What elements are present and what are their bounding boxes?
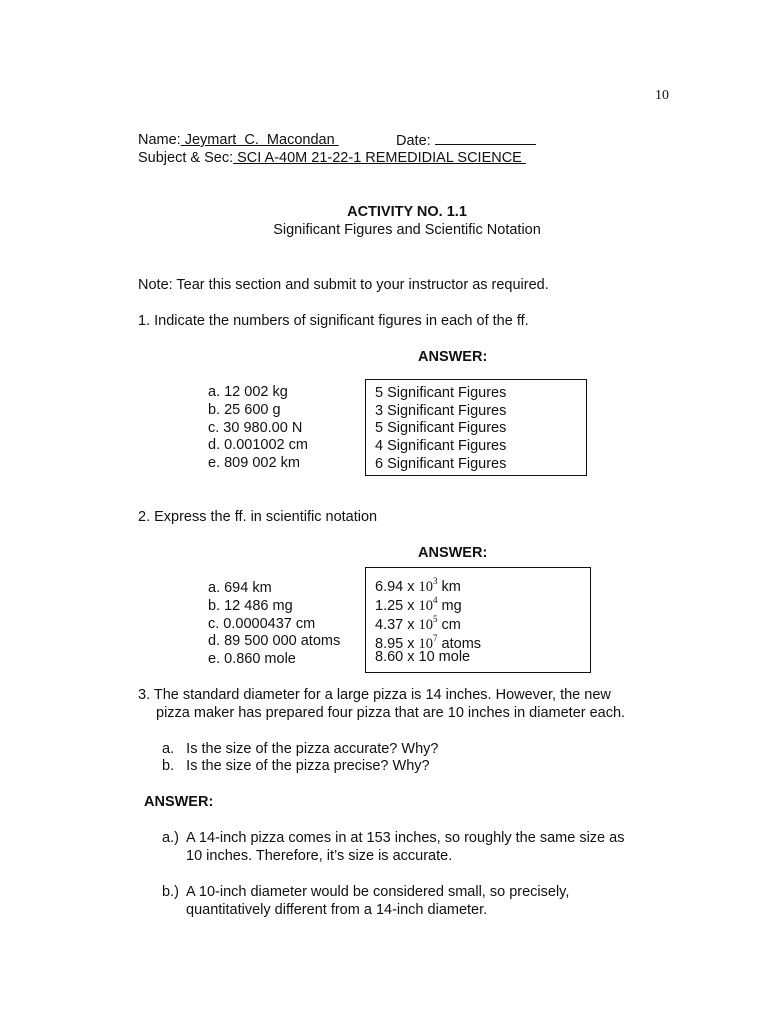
q2-answer-label: ANSWER: (418, 545, 488, 561)
list-item: a. 694 km (208, 580, 272, 596)
list-item: a. 12 002 kg (208, 384, 288, 400)
subject-value: SCI A-40M 21-22-1 REMEDIDIAL SCIENCE (233, 150, 526, 166)
coefficient: 1.25 x (375, 598, 419, 614)
base: 10 (418, 598, 434, 614)
answer-line: 4 Significant Figures (375, 438, 507, 454)
name-line (138, 131, 339, 149)
list-item: c. 30 980.00 N (208, 420, 303, 436)
list-item: d. 0.001002 cm (208, 437, 308, 453)
q1-prompt: 1. Indicate the numbers of significant figures in each of the ff. (138, 313, 529, 329)
name-label: Name: (138, 132, 181, 148)
list-item: b. 12 486 mg (208, 598, 293, 614)
list-item: d. 89 500 000 atoms (208, 633, 341, 649)
q3-answer-a-marker: a.) (162, 830, 179, 846)
base: 10 (418, 636, 434, 652)
answer-line: 5 Significant Figures (375, 420, 507, 436)
subject-line (138, 149, 526, 167)
q1-answer-box (365, 379, 587, 476)
exponent: 7 (433, 633, 438, 643)
q3-answer-b-line2: quantitatively different from a 14-inch diameter. (186, 902, 488, 918)
page-number: 10 (655, 88, 669, 103)
q2-answer-box (365, 567, 591, 673)
date-line (396, 131, 536, 150)
list-item: e. 809 002 km (208, 455, 300, 471)
activity-subtitle: Significant Figures and Scientific Notation (273, 222, 541, 238)
list-item: c. 0.0000437 cm (208, 616, 316, 632)
unit: km (437, 579, 461, 595)
activity-title: ACTIVITY NO. 1.1 (347, 204, 467, 220)
q2-prompt: 2. Express the ff. in scientific notation (138, 509, 378, 525)
q3-answer-a-line1: A 14-inch pizza comes in at 153 inches, so roughly the same size as (186, 830, 625, 846)
exponent: 4 (433, 595, 438, 605)
q3-sub-a: a. Is the size of the pizza accurate? Why? (162, 741, 439, 757)
exponent: 3 (433, 576, 438, 586)
q3-prompt-line2: pizza maker has prepared four pizza that are 10 inches in diameter each. (156, 705, 626, 721)
coefficient: 8.95 x (375, 636, 419, 652)
q3-answer-label: ANSWER: (144, 794, 214, 810)
q3-sub-b: b. Is the size of the pizza precise? Why? (162, 758, 430, 774)
q1-answer-label: ANSWER: (418, 349, 488, 365)
base: 10 (418, 579, 434, 595)
q3-prompt-line1: 3. The standard diameter for a large pizza is 14 inches. However, the new (138, 687, 611, 703)
coefficient: 6.94 x (375, 579, 419, 595)
answer-line: 8.60 x 10 mole (375, 649, 471, 665)
name-value: Jeymart C. Macondan (180, 132, 339, 148)
answer-line: 6 Significant Figures (375, 456, 507, 472)
list-item: b. 25 600 g (208, 402, 281, 418)
exponent: 5 (433, 614, 438, 624)
coefficient: 4.37 x (375, 617, 419, 633)
date-label: Date: (396, 133, 431, 149)
base: 10 (418, 617, 434, 633)
date-blank (435, 131, 536, 145)
q3-answer-b-line1: A 10-inch diameter would be considered small, so precisely, (186, 884, 570, 900)
note-text: Note: Tear this section and submit to your instructor as required. (138, 277, 549, 293)
q3-answer-b-marker: b.) (162, 884, 179, 900)
list-item: e. 0.860 mole (208, 651, 296, 667)
unit: cm (437, 617, 461, 633)
unit: mg (437, 598, 462, 614)
subject-label: Subject & Sec: (138, 150, 234, 166)
answer-line: 3 Significant Figures (375, 403, 507, 419)
q3-answer-a-line2: 10 inches. Therefore, it’s size is accurate. (186, 848, 453, 864)
unit: atoms (437, 636, 482, 652)
answer-line: 5 Significant Figures (375, 385, 507, 401)
